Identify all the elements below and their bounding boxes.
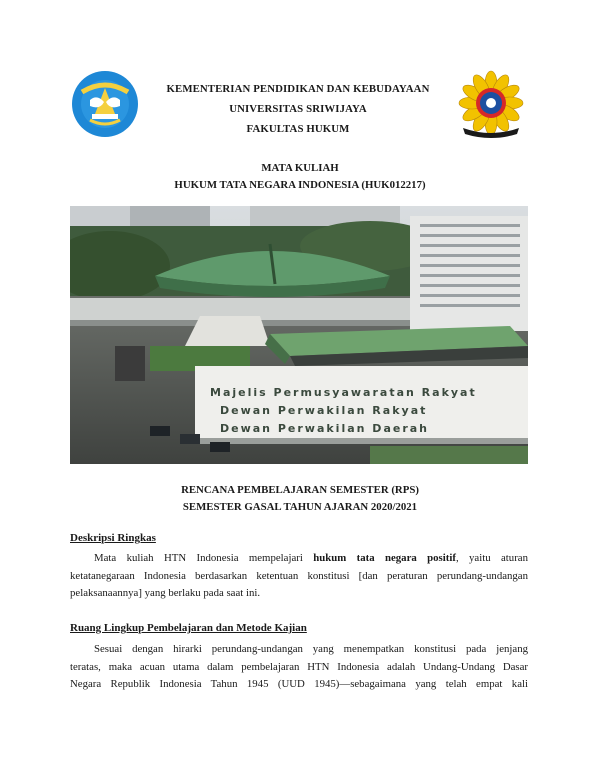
paragraph-line [70, 550, 528, 568]
sign-line-dpd: Dewan Perwakilan Daerah [220, 422, 430, 435]
paragraph-line: ketatanegaraan Indonesia berdasarkan ketentuan konstitusi [dan peraturan perundang-undangan [70, 569, 528, 582]
text-run: , yaitu aturan [455, 552, 528, 564]
course-name: HUKUM TATA NEGARA INDONESIA (HUK012217) [174, 179, 426, 191]
course-label: MATA KULIAH [261, 162, 339, 174]
faculty-name: FAKULTAS HUKUM [246, 123, 350, 135]
sign-line-mpr: Majelis Permusyawaratan Rakyat [210, 386, 477, 399]
section-heading-ruang-lingkup: Ruang Lingkup Pembelajaran dan Metode Kajian [70, 622, 307, 634]
paragraph-line: Negara Republik Indonesia Tahun 1945 (UUD 1945)—sebagaimana yang telah empat kali [70, 678, 528, 690]
parliament-building-photo [70, 206, 528, 464]
paragraph-line: teratas, maka acuan utama dalam pembelajaran HTN Indonesia adalah Undang-Undang Dasar [70, 660, 528, 673]
emphasis-text: hukum tata negara positif [313, 552, 456, 564]
universitas-sriwijaya-logo [455, 70, 527, 140]
text-run: Mata kuliah HTN Indonesia mempelajari [94, 552, 314, 564]
course-title-block [100, 160, 500, 194]
ministry-name: KEMENTERIAN PENDIDIKAN DAN KEBUDAYAAN [166, 83, 430, 95]
sign-line-dpr: Dewan Perwakilan Rakyat [220, 404, 428, 417]
section-heading-deskripsi: Deskripsi Ringkas [70, 532, 156, 544]
university-name: UNIVERSITAS SRIWIJAYA [229, 103, 367, 115]
rps-semester: SEMESTER GASAL TAHUN AJARAN 2020/2021 [182, 501, 418, 513]
rps-title-block [100, 482, 500, 516]
paragraph-line [70, 641, 528, 659]
section-body-ruang-lingkup [70, 641, 528, 694]
section-body-deskripsi [70, 550, 528, 603]
text-run: Sesuai dengan hirarki perundang-undangan yang menempatkan konstitusi pada jenjang [94, 643, 528, 655]
tut-wuri-handayani-logo [70, 70, 140, 138]
rps-title: RENCANA PEMBELAJARAN SEMESTER (RPS) [181, 484, 419, 496]
institution-header [150, 79, 446, 139]
paragraph-line: pelaksanaannya] yang berlaku pada saat ini. [70, 587, 261, 599]
